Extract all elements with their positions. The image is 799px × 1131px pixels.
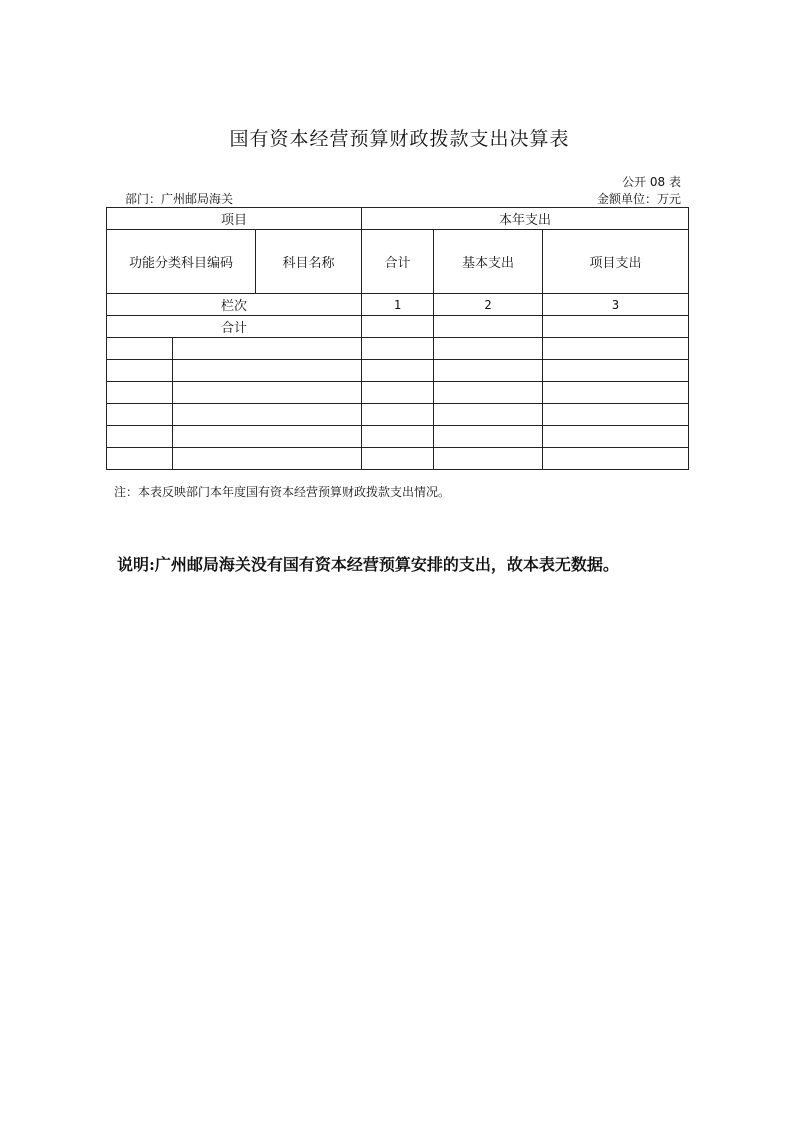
table-row [107, 360, 689, 382]
table-row [107, 404, 689, 426]
table-cell [434, 404, 543, 426]
table-note: 注：本表反映部门本年度国有资本经营预算财政拨款支出情况。 [114, 485, 451, 499]
table-cell [543, 426, 689, 448]
table-header-row [107, 208, 689, 230]
table-row [107, 338, 689, 360]
column-header-code: 功能分类科目编码 [107, 230, 256, 294]
table-cell [173, 404, 362, 426]
amount-unit-label: 金额单位：万元 [596, 192, 681, 206]
index-3: 3 [543, 294, 689, 316]
column-header-total: 合计 [362, 230, 434, 294]
table-cell [107, 448, 173, 470]
table-cell [434, 426, 543, 448]
total-row [107, 316, 689, 338]
table-cell [543, 448, 689, 470]
table-cell [173, 448, 362, 470]
table-cell [434, 338, 543, 360]
header-year-expense: 本年支出 [362, 208, 689, 230]
table-cell [362, 360, 434, 382]
table-cell [543, 360, 689, 382]
index-1: 1 [362, 294, 434, 316]
total-row-label: 合计 [107, 316, 362, 338]
table-cell [362, 426, 434, 448]
table-cell [543, 382, 689, 404]
table-cell [107, 426, 173, 448]
total-project-value [543, 316, 689, 338]
table-cell [362, 338, 434, 360]
table-cell [362, 404, 434, 426]
index-row-label: 栏次 [107, 294, 362, 316]
table-cell [107, 382, 173, 404]
table-cell [434, 360, 543, 382]
index-row [107, 294, 689, 316]
table-cell [362, 382, 434, 404]
explanation-text: 说明:广州邮局海关没有国有资本经营预算安排的支出，故本表无数据。 [117, 555, 619, 574]
total-basic-value [434, 316, 543, 338]
table-cell [173, 338, 362, 360]
department-label: 部门：广州邮局海关 [125, 192, 234, 206]
table-cell [107, 338, 173, 360]
table-cell [107, 404, 173, 426]
table-cell [434, 382, 543, 404]
index-2: 2 [434, 294, 543, 316]
column-header-name: 科目名称 [256, 230, 362, 294]
header-item: 项目 [107, 208, 362, 230]
table-subheader-row [107, 230, 689, 294]
table-row [107, 426, 689, 448]
table-cell [107, 360, 173, 382]
column-header-basic: 基本支出 [434, 230, 543, 294]
page-title: 国有资本经营预算财政拨款支出决算表 [229, 128, 570, 150]
table-cell [173, 426, 362, 448]
table-cell [173, 382, 362, 404]
column-header-project: 项目支出 [543, 230, 689, 294]
expenditure-table [106, 207, 689, 470]
table-cell [362, 448, 434, 470]
form-number: 公开 08 表 [622, 175, 681, 189]
table-cell [434, 448, 543, 470]
total-value [362, 316, 434, 338]
table-row [107, 448, 689, 470]
table-cell [543, 338, 689, 360]
table-cell [173, 360, 362, 382]
table-cell [543, 404, 689, 426]
table-row [107, 382, 689, 404]
